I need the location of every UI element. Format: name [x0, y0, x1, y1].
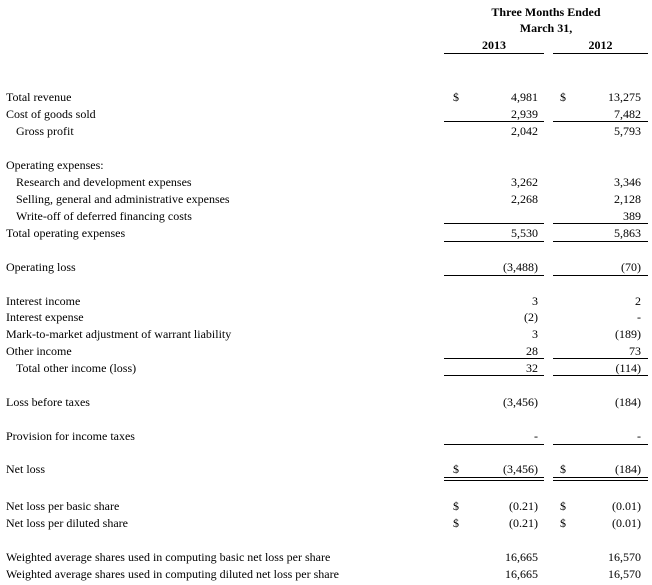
value-rnd-2012: 3,346 [614, 175, 641, 189]
row-label-mtm-warrant: Mark-to-market adjustment of warrant liability [6, 327, 232, 341]
double-rule [553, 477, 648, 478]
value-net-loss-2012: (184) [615, 462, 641, 476]
value-eps-diluted-2013: (0.21) [509, 516, 538, 530]
value-other-income-2013: 28 [526, 344, 538, 358]
currency-symbol: $ [453, 90, 459, 104]
value-loss-before-taxes-2013: (3,456) [503, 395, 538, 409]
subtotal-rule [444, 358, 544, 359]
currency-symbol: $ [560, 90, 566, 104]
row-label-writeoff: Write-off of deferred financing costs [16, 209, 192, 223]
row-label-eps-diluted: Net loss per diluted share [6, 516, 128, 530]
row-label-interest-expense: Interest expense [6, 310, 84, 324]
value-total-other-2013: 32 [526, 361, 538, 375]
currency-symbol: $ [560, 462, 566, 476]
row-label-total-revenue: Total revenue [6, 90, 72, 104]
value-total-revenue-2012: 13,275 [608, 90, 641, 104]
row-label-shares-diluted: Weighted average shares used in computing diluted net loss per share [6, 567, 339, 581]
section-heading-operating-expenses: Operating expenses: [6, 158, 104, 172]
value-provision-2012: - [637, 429, 641, 443]
value-total-revenue-2013: 4,981 [511, 90, 538, 104]
currency-symbol: $ [453, 499, 459, 513]
value-sga-2012: 2,128 [614, 192, 641, 206]
row-label-sga: Selling, general and administrative expenses [16, 192, 230, 206]
value-interest-expense-2013: (2) [524, 310, 538, 324]
row-label-rnd: Research and development expenses [16, 175, 192, 189]
double-rule [444, 477, 544, 478]
value-operating-loss-2013: (3,488) [503, 260, 538, 274]
value-eps-basic-2012: (0.01) [612, 499, 641, 513]
value-mtm-warrant-2012: (189) [615, 327, 641, 341]
value-total-opex-2012: 5,863 [614, 226, 641, 240]
row-label-cogs: Cost of goods sold [6, 107, 96, 121]
value-cogs-2012: 7,482 [614, 107, 641, 121]
value-total-other-2012: (114) [615, 361, 641, 375]
total-rule [553, 375, 648, 376]
value-provision-2013: - [534, 429, 538, 443]
value-gross-profit-2013: 2,042 [511, 124, 538, 138]
total-rule [553, 275, 648, 276]
value-sga-2013: 2,268 [511, 192, 538, 206]
value-other-income-2012: 73 [629, 344, 641, 358]
row-label-eps-basic: Net loss per basic share [6, 499, 120, 513]
subtotal-rule [553, 223, 648, 224]
subtotal-rule [444, 444, 544, 445]
row-label-net-loss: Net loss [6, 462, 45, 476]
column-header-2013: 2013 [482, 38, 506, 52]
total-rule [444, 241, 544, 242]
value-total-opex-2013: 5,530 [511, 226, 538, 240]
subtotal-rule [444, 121, 544, 122]
subtotal-rule [553, 358, 648, 359]
currency-symbol: $ [560, 499, 566, 513]
double-rule [553, 480, 648, 481]
value-shares-diluted-2012: 16,570 [608, 567, 641, 581]
value-mtm-warrant-2013: 3 [532, 327, 538, 341]
value-shares-diluted-2013: 16,665 [505, 567, 538, 581]
currency-symbol: $ [453, 516, 459, 530]
double-rule [444, 480, 544, 481]
subtotal-rule [553, 121, 648, 122]
total-rule [553, 241, 648, 242]
row-label-total-opex: Total operating expenses [6, 226, 126, 240]
value-gross-profit-2012: 5,793 [614, 124, 641, 138]
column-header-2012: 2012 [588, 38, 613, 52]
total-rule [444, 275, 544, 276]
total-rule [444, 375, 544, 376]
value-interest-income-2013: 3 [532, 294, 538, 308]
header-underline-2012 [553, 53, 648, 54]
value-shares-basic-2012: 16,570 [608, 550, 641, 564]
row-label-shares-basic: Weighted average shares used in computing basic net loss per share [6, 550, 331, 564]
row-label-loss-before-taxes: Loss before taxes [6, 395, 90, 409]
value-interest-expense-2012: - [637, 310, 641, 324]
row-label-provision: Provision for income taxes [6, 429, 135, 443]
value-cogs-2013: 2,939 [511, 107, 538, 121]
value-eps-diluted-2012: (0.01) [612, 516, 641, 530]
row-label-interest-income: Interest income [6, 294, 81, 308]
row-label-total-other: Total other income (loss) [16, 361, 137, 375]
value-writeoff-2012: 389 [623, 209, 641, 223]
row-label-gross-profit: Gross profit [16, 124, 74, 138]
row-label-other-income: Other income [6, 344, 72, 358]
period-heading-line2: March 31, [519, 21, 573, 35]
value-rnd-2013: 3,262 [511, 175, 538, 189]
header-underline-2013 [444, 53, 544, 54]
value-interest-income-2012: 2 [635, 294, 641, 308]
value-eps-basic-2013: (0.21) [509, 499, 538, 513]
value-loss-before-taxes-2012: (184) [615, 395, 641, 409]
period-heading-line1: Three Months Ended [491, 5, 601, 19]
value-net-loss-2013: (3,456) [503, 462, 538, 476]
subtotal-rule [553, 444, 648, 445]
row-label-operating-loss: Operating loss [6, 260, 76, 274]
currency-symbol: $ [453, 462, 459, 476]
value-shares-basic-2013: 16,665 [505, 550, 538, 564]
currency-symbol: $ [560, 516, 566, 530]
subtotal-rule [444, 223, 544, 224]
value-operating-loss-2012: (70) [621, 260, 641, 274]
